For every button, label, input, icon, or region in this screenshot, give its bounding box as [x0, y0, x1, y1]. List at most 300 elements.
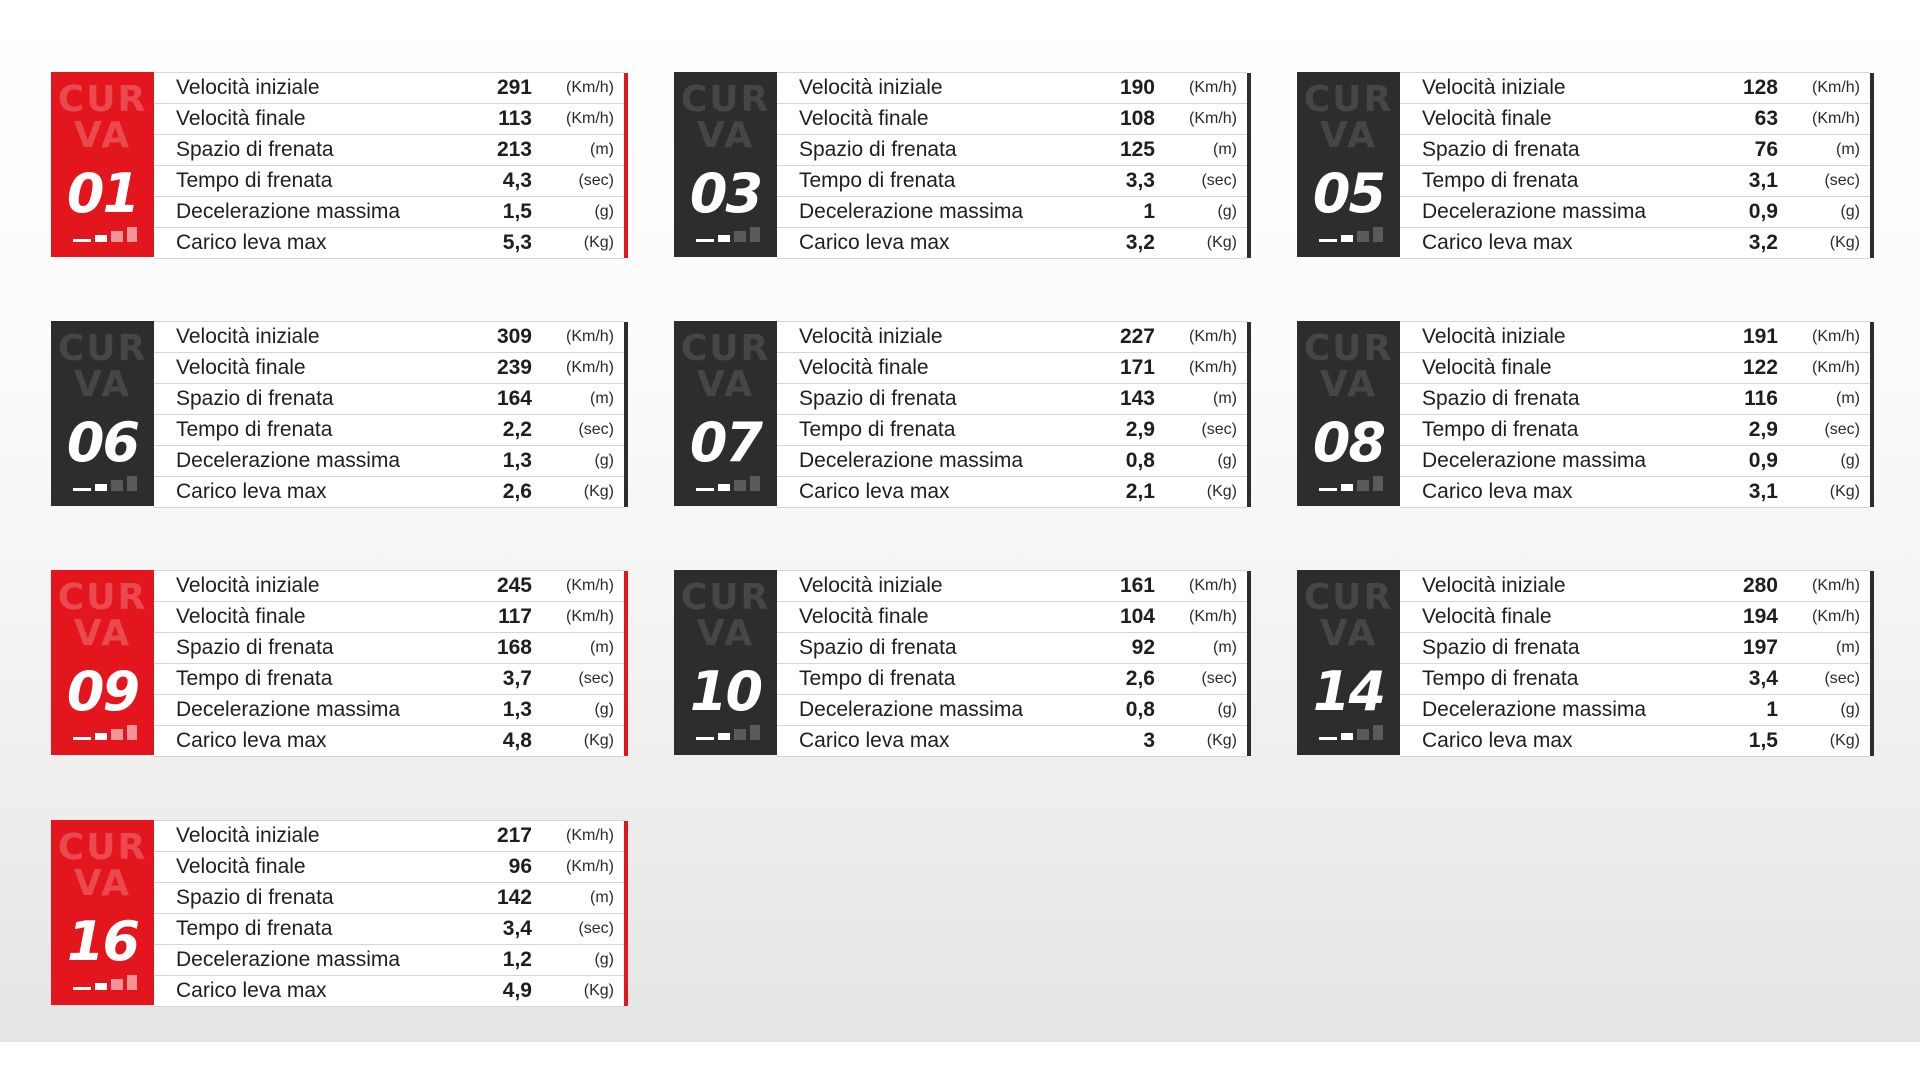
stat-value: 3,1 [1748, 169, 1778, 192]
stat-value: 0,8 [1125, 449, 1155, 472]
stat-row [154, 633, 624, 664]
stat-label: Decelerazione massima [176, 948, 401, 971]
stat-value: 4,9 [502, 979, 532, 1002]
stat-unit: (sec) [1824, 172, 1860, 189]
curva-word-line2: VA [73, 115, 132, 156]
stat-label: Velocità iniziale [1422, 574, 1566, 597]
curve-card [51, 321, 624, 506]
stat-value: 280 [1742, 574, 1778, 597]
stat-unit: (m) [1213, 390, 1237, 407]
stat-unit: (g) [1840, 701, 1860, 718]
stat-value: 1,5 [502, 200, 532, 223]
stat-row [1400, 633, 1870, 664]
stat-row [1400, 166, 1870, 197]
stats-table [777, 570, 1247, 756]
curva-word-line2: VA [1319, 364, 1378, 405]
stat-row [777, 602, 1247, 633]
stat-label: Spazio di frenata [799, 138, 957, 161]
stat-unit: (m) [1836, 639, 1860, 656]
stat-value: 3,2 [1748, 231, 1778, 254]
curva-word-line2: VA [696, 364, 755, 405]
stat-label: Tempo di frenata [176, 418, 333, 441]
stat-unit: (Km/h) [1812, 608, 1860, 625]
stat-row [154, 73, 624, 104]
curva-word-line2: VA [1319, 115, 1378, 156]
stat-unit: (g) [594, 452, 614, 469]
stats-table [154, 820, 624, 1006]
stat-label: Decelerazione massima [176, 698, 401, 721]
stat-row [154, 945, 624, 976]
stat-label: Velocità iniziale [176, 76, 320, 99]
card-edge-stripe [1870, 73, 1874, 258]
stat-row [777, 73, 1247, 104]
curva-word-line1: CUR [680, 328, 771, 369]
curva-word-line2: VA [73, 863, 132, 904]
stats-table [1400, 321, 1870, 507]
speed-bars-icon [73, 974, 137, 990]
stat-value: 168 [496, 636, 532, 659]
curve-badge [1297, 72, 1400, 257]
curva-word-line2: VA [1319, 613, 1378, 654]
stat-value: 63 [1754, 107, 1778, 130]
stat-label: Decelerazione massima [176, 449, 401, 472]
stat-value: 3,7 [502, 667, 532, 690]
stat-label: Carico leva max [799, 480, 950, 503]
stat-row [154, 353, 624, 384]
curve-number: 08 [1312, 411, 1385, 474]
stat-label: Decelerazione massima [1422, 449, 1647, 472]
speed-bars-icon [1319, 475, 1383, 491]
curve-card [1297, 321, 1870, 506]
stat-row [777, 135, 1247, 166]
stat-unit: (m) [590, 390, 614, 407]
stat-row [1400, 602, 1870, 633]
stat-row [1400, 104, 1870, 135]
stat-row [154, 976, 624, 1007]
stat-value: 291 [496, 76, 532, 99]
curva-word-line1: CUR [680, 79, 771, 120]
stat-label: Velocità finale [1422, 356, 1552, 379]
stat-unit: (Km/h) [566, 110, 614, 127]
stat-label: Velocità iniziale [176, 325, 320, 348]
stat-unit: (Kg) [583, 234, 614, 251]
stats-table [777, 72, 1247, 258]
stat-label: Carico leva max [799, 729, 950, 752]
stat-label: Decelerazione massima [176, 200, 401, 223]
stat-label: Velocità finale [176, 855, 306, 878]
stat-row [1400, 197, 1870, 228]
stat-label: Carico leva max [1422, 480, 1573, 503]
stat-unit: (m) [590, 639, 614, 656]
stat-row [154, 415, 624, 446]
stat-value: 227 [1119, 325, 1155, 348]
speed-bars-icon [696, 226, 760, 242]
stat-value: 142 [496, 886, 532, 909]
stat-unit: (g) [1840, 452, 1860, 469]
stat-row [777, 664, 1247, 695]
stat-unit: (Kg) [583, 732, 614, 749]
card-edge-stripe [1870, 322, 1874, 507]
stat-row [154, 852, 624, 883]
stat-value: 239 [496, 356, 532, 379]
stat-unit: (Km/h) [1812, 359, 1860, 376]
stat-value: 164 [496, 387, 532, 410]
curve-card [674, 570, 1247, 755]
stat-unit: (Km/h) [1189, 328, 1237, 345]
stat-label: Spazio di frenata [1422, 138, 1580, 161]
stat-label: Decelerazione massima [1422, 698, 1647, 721]
stat-row [777, 477, 1247, 508]
stat-row [1400, 446, 1870, 477]
stat-unit: (Km/h) [1812, 110, 1860, 127]
stat-label: Carico leva max [1422, 729, 1573, 752]
stat-row [1400, 322, 1870, 353]
stat-unit: (Kg) [583, 483, 614, 500]
stat-unit: (g) [1217, 203, 1237, 220]
stat-row [1400, 664, 1870, 695]
stat-unit: (m) [1836, 141, 1860, 158]
card-edge-stripe [624, 73, 628, 258]
stat-row [154, 664, 624, 695]
stat-row [154, 104, 624, 135]
stat-row [154, 166, 624, 197]
stat-value: 3,1 [1748, 480, 1778, 503]
stat-value: 2,9 [1748, 418, 1778, 441]
stat-row [154, 135, 624, 166]
stat-label: Carico leva max [799, 231, 950, 254]
stat-value: 108 [1119, 107, 1155, 130]
stat-value: 2,6 [1125, 667, 1155, 690]
speed-bars-icon [696, 724, 760, 740]
stat-value: 4,8 [502, 729, 532, 752]
stat-unit: (sec) [578, 421, 614, 438]
stat-unit: (Km/h) [566, 79, 614, 96]
stat-value: 2,9 [1125, 418, 1155, 441]
curve-card [1297, 72, 1870, 257]
stat-label: Carico leva max [176, 979, 327, 1002]
stat-row [777, 322, 1247, 353]
stat-value: 3,2 [1125, 231, 1155, 254]
stat-unit: (Km/h) [1189, 577, 1237, 594]
stat-unit: (Kg) [1829, 234, 1860, 251]
stat-unit: (Kg) [1206, 732, 1237, 749]
stat-label: Velocità finale [176, 605, 306, 628]
stat-row [1400, 135, 1870, 166]
stat-label: Velocità iniziale [1422, 76, 1566, 99]
stat-label: Tempo di frenata [176, 169, 333, 192]
stat-label: Decelerazione massima [799, 200, 1024, 223]
stat-value: 161 [1119, 574, 1155, 597]
stat-unit: (g) [594, 203, 614, 220]
stat-value: 194 [1742, 605, 1778, 628]
stat-value: 113 [498, 107, 532, 130]
card-edge-stripe [624, 821, 628, 1006]
card-edge-stripe [624, 322, 628, 507]
curve-number: 16 [66, 910, 139, 973]
curve-number: 10 [689, 660, 762, 723]
footer-strip [0, 1042, 1920, 1080]
stat-unit: (m) [590, 141, 614, 158]
stat-value: 171 [1119, 356, 1155, 379]
stat-label: Carico leva max [1422, 231, 1573, 254]
curve-number: 01 [66, 162, 139, 225]
stat-unit: (sec) [1824, 421, 1860, 438]
stat-value: 1,3 [502, 449, 532, 472]
stat-unit: (g) [1217, 701, 1237, 718]
curva-word-line2: VA [696, 613, 755, 654]
speed-bars-icon [696, 475, 760, 491]
stat-row [154, 914, 624, 945]
stat-value: 2,1 [1125, 480, 1155, 503]
stat-label: Spazio di frenata [176, 886, 334, 909]
stat-value: 190 [1119, 76, 1155, 99]
curve-badge [1297, 570, 1400, 755]
stat-label: Velocità finale [1422, 107, 1552, 130]
stat-label: Tempo di frenata [1422, 169, 1579, 192]
stat-label: Carico leva max [176, 729, 327, 752]
stat-value: 1,2 [502, 948, 532, 971]
stat-unit: (g) [1840, 203, 1860, 220]
stat-row [1400, 726, 1870, 757]
card-edge-stripe [1247, 73, 1251, 258]
stat-unit: (Km/h) [566, 827, 614, 844]
curve-badge [51, 72, 154, 257]
stat-row [777, 726, 1247, 757]
stat-label: Velocità finale [176, 356, 306, 379]
curve-number: 09 [66, 660, 139, 723]
stat-value: 4,3 [502, 169, 532, 192]
stat-row [154, 384, 624, 415]
curva-word-line1: CUR [57, 577, 148, 618]
stat-value: 92 [1131, 636, 1155, 659]
curve-badge [51, 321, 154, 506]
stat-row [777, 166, 1247, 197]
stat-row [1400, 353, 1870, 384]
stat-label: Velocità iniziale [799, 574, 943, 597]
stat-row [154, 695, 624, 726]
stat-unit: (sec) [1201, 421, 1237, 438]
stat-value: 309 [496, 325, 532, 348]
stat-unit: (Kg) [583, 982, 614, 999]
stat-label: Tempo di frenata [1422, 667, 1579, 690]
stat-row [154, 197, 624, 228]
card-edge-stripe [1247, 322, 1251, 507]
speed-bars-icon [1319, 724, 1383, 740]
curve-card [51, 570, 624, 755]
stat-row [777, 384, 1247, 415]
stat-label: Velocità finale [176, 107, 306, 130]
curve-card [51, 820, 624, 1005]
curve-badge [1297, 321, 1400, 506]
stat-value: 191 [1742, 325, 1778, 348]
stat-row [1400, 228, 1870, 259]
stat-unit: (Km/h) [1189, 608, 1237, 625]
stat-row [154, 446, 624, 477]
stat-value: 116 [1744, 387, 1778, 410]
stat-label: Velocità finale [799, 605, 929, 628]
curve-card [674, 72, 1247, 257]
stat-value: 128 [1742, 76, 1778, 99]
stat-label: Velocità finale [1422, 605, 1552, 628]
stat-value: 1 [1766, 698, 1778, 721]
stat-unit: (m) [1213, 639, 1237, 656]
stat-unit: (Km/h) [566, 608, 614, 625]
stat-unit: (Kg) [1829, 483, 1860, 500]
stat-label: Tempo di frenata [799, 418, 956, 441]
stat-unit: (sec) [578, 920, 614, 937]
curva-word-line1: CUR [1303, 577, 1394, 618]
stat-label: Tempo di frenata [799, 169, 956, 192]
stat-label: Spazio di frenata [176, 387, 334, 410]
stat-row [1400, 477, 1870, 508]
curva-word-line1: CUR [57, 328, 148, 369]
stat-row [777, 695, 1247, 726]
stat-row [154, 228, 624, 259]
stat-label: Spazio di frenata [176, 636, 334, 659]
stats-table [1400, 72, 1870, 258]
stat-value: 0,8 [1125, 698, 1155, 721]
stat-value: 3,4 [1748, 667, 1778, 690]
stat-label: Tempo di frenata [176, 917, 333, 940]
stat-row [777, 633, 1247, 664]
stat-row [1400, 415, 1870, 446]
stat-row [154, 726, 624, 757]
stat-unit: (Km/h) [1189, 110, 1237, 127]
stat-value: 197 [1742, 636, 1778, 659]
stat-unit: (Km/h) [1189, 79, 1237, 96]
stat-value: 3 [1143, 729, 1155, 752]
stat-label: Spazio di frenata [176, 138, 334, 161]
stat-label: Velocità iniziale [176, 824, 320, 847]
stat-label: Velocità iniziale [799, 76, 943, 99]
stat-row [777, 446, 1247, 477]
stat-label: Spazio di frenata [799, 636, 957, 659]
speed-bars-icon [1319, 226, 1383, 242]
speed-bars-icon [73, 226, 137, 242]
stat-value: 117 [498, 605, 532, 628]
stat-value: 3,3 [1125, 169, 1155, 192]
stat-unit: (Kg) [1206, 483, 1237, 500]
stat-unit: (sec) [578, 670, 614, 687]
stat-unit: (sec) [1201, 172, 1237, 189]
stat-value: 125 [1119, 138, 1155, 161]
curva-word-line2: VA [73, 613, 132, 654]
stat-unit: (m) [590, 889, 614, 906]
stat-value: 122 [1742, 356, 1778, 379]
stats-table [154, 570, 624, 756]
curva-word-line2: VA [696, 115, 755, 156]
stat-unit: (Km/h) [566, 359, 614, 376]
curve-card [674, 321, 1247, 506]
stat-row [154, 322, 624, 353]
curva-word-line2: VA [73, 364, 132, 405]
curva-word-line1: CUR [1303, 79, 1394, 120]
stat-unit: (Km/h) [566, 858, 614, 875]
stat-value: 1,5 [1748, 729, 1778, 752]
stat-label: Velocità iniziale [1422, 325, 1566, 348]
stat-label: Spazio di frenata [799, 387, 957, 410]
stats-table [154, 321, 624, 507]
card-edge-stripe [624, 571, 628, 756]
stat-row [777, 353, 1247, 384]
stat-label: Decelerazione massima [1422, 200, 1647, 223]
stat-unit: (m) [1213, 141, 1237, 158]
stat-unit: (g) [594, 951, 614, 968]
curva-word-line1: CUR [57, 827, 148, 868]
stat-row [154, 821, 624, 852]
stat-value: 5,3 [502, 231, 532, 254]
stat-label: Carico leva max [176, 480, 327, 503]
curve-badge [51, 570, 154, 755]
stat-value: 2,6 [502, 480, 532, 503]
curve-number: 05 [1312, 162, 1385, 225]
stats-table [154, 72, 624, 258]
stat-unit: (sec) [1824, 670, 1860, 687]
stat-label: Tempo di frenata [799, 667, 956, 690]
curve-card [51, 72, 624, 257]
curve-card [1297, 570, 1870, 755]
stat-row [154, 602, 624, 633]
stat-label: Tempo di frenata [1422, 418, 1579, 441]
stat-value: 0,9 [1748, 449, 1778, 472]
curve-badge [674, 570, 777, 755]
speed-bars-icon [73, 475, 137, 491]
curva-word-line1: CUR [57, 79, 148, 120]
stat-label: Spazio di frenata [1422, 636, 1580, 659]
stat-row [154, 571, 624, 602]
stat-value: 0,9 [1748, 200, 1778, 223]
speed-bars-icon [73, 724, 137, 740]
stat-value: 104 [1119, 605, 1155, 628]
curve-number: 06 [66, 411, 139, 474]
stats-table [1400, 570, 1870, 756]
stat-label: Decelerazione massima [799, 449, 1024, 472]
stat-label: Carico leva max [176, 231, 327, 254]
curve-number: 07 [689, 411, 762, 474]
stat-unit: (sec) [578, 172, 614, 189]
stat-row [777, 571, 1247, 602]
stat-unit: (Km/h) [1812, 79, 1860, 96]
stat-row [154, 477, 624, 508]
stat-row [154, 883, 624, 914]
curve-badge [51, 820, 154, 1005]
stat-value: 96 [508, 855, 532, 878]
stat-unit: (sec) [1201, 670, 1237, 687]
stat-value: 213 [496, 138, 532, 161]
stat-unit: (Km/h) [1812, 577, 1860, 594]
stat-unit: (g) [594, 701, 614, 718]
stat-value: 1 [1143, 200, 1155, 223]
stat-row [1400, 571, 1870, 602]
stat-value: 3,4 [502, 917, 532, 940]
stat-value: 2,2 [502, 418, 532, 441]
stat-row [1400, 73, 1870, 104]
curve-badge [674, 72, 777, 257]
stat-value: 1,3 [502, 698, 532, 721]
curva-word-line1: CUR [1303, 328, 1394, 369]
stat-label: Velocità iniziale [799, 325, 943, 348]
stat-unit: (Km/h) [1189, 359, 1237, 376]
stat-label: Tempo di frenata [176, 667, 333, 690]
curve-number: 03 [689, 162, 762, 225]
stat-row [777, 228, 1247, 259]
stat-label: Velocità iniziale [176, 574, 320, 597]
stat-unit: (Km/h) [1812, 328, 1860, 345]
stat-unit: (Kg) [1829, 732, 1860, 749]
stat-value: 76 [1754, 138, 1778, 161]
stats-table [777, 321, 1247, 507]
stat-unit: (Km/h) [566, 577, 614, 594]
